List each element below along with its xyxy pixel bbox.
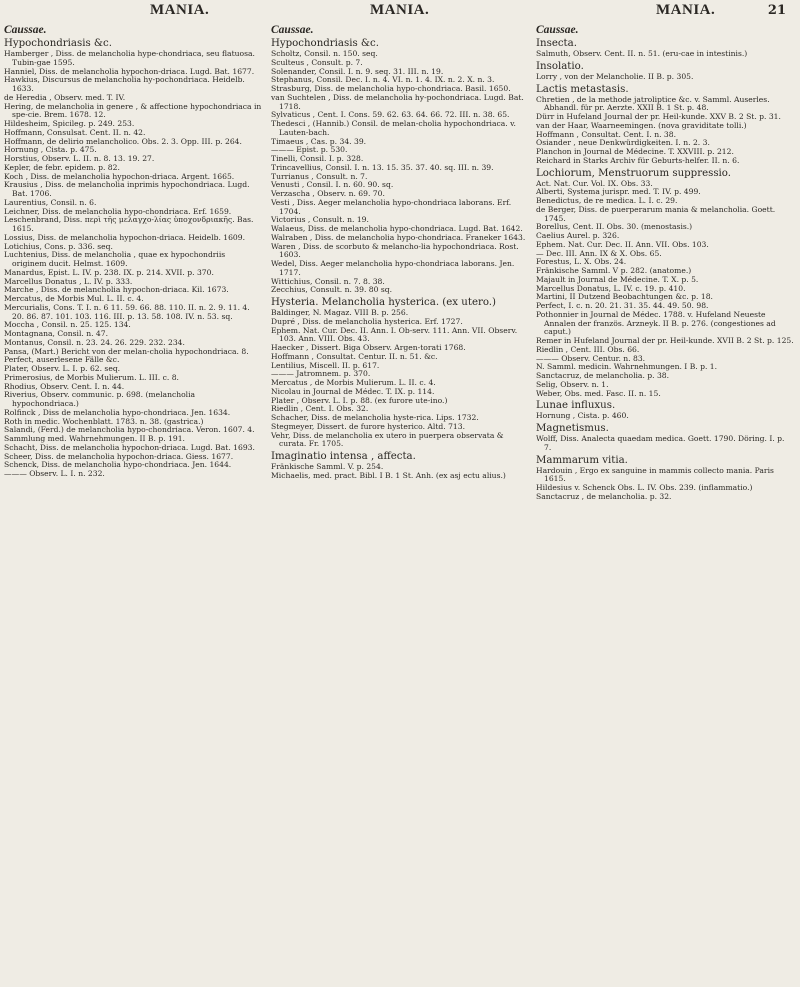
bibliography-entry: Caelius Aurel. p. 326.: [536, 231, 620, 240]
entry-list: [536, 467, 794, 502]
bibliography-entry: Trincavellius, Consil. I. n. 13. 15. 35. 37. 40. sq. III. n. 39.: [271, 162, 494, 172]
bibliography-entry: Dürr in Hufeland Journal der pr. Heil-kunde. XXV B. 2 St. p. 31.: [536, 112, 781, 121]
bibliography-entry: de Berger, Diss. de puerperarum mania & melancholia. Goett. 1745.: [536, 204, 776, 223]
bibliography-entry: Rhodius, Observ. Cent. I. n. 44.: [4, 381, 125, 391]
bibliography-entry: de Heredia , Observ. med. T. IV.: [4, 92, 126, 102]
bibliography-entry: Lotichius, Cons. p. 336. seq.: [4, 241, 113, 251]
bibliography-entry: Wittichius, Consil. n. 7. 8. 38.: [271, 276, 385, 286]
bibliography-entry: Majault in Journal de Médecine. T. X. p. 5.: [536, 274, 699, 284]
bibliography-entry: Sylvaticus , Cent. I. Cons. 59. 62. 63. 64. 66. 72. III. n. 38. 65.: [271, 110, 510, 120]
bibliography-entry: Hoffmann , Consultat. Cent. I. n. 38.: [536, 129, 676, 139]
bibliography-entry: Hornung , Cista. p. 460.: [536, 411, 629, 421]
bibliography-entry: Remer in Hufeland Journal der pr. Heil-kunde. XVII B. 2 St. p. 125.: [536, 336, 794, 345]
bibliography-entry: Weber, Obs. med. Fasc. II. n. 15.: [536, 388, 661, 398]
bibliography-entry: Hardouin , Ergo ex sanguine in mammis collecto mania. Paris 1615.: [536, 465, 774, 484]
bibliography-entry: Salandi, (Ferd.) de melancholia hypo-chondriaca. Veron. 1607. 4.: [4, 425, 255, 435]
bibliography-entry: Riedlin , Cent. III. Obs. 66.: [536, 344, 640, 354]
bibliography-entry: Roth in medic. Wochenblatt. 1783. n. 38. (gastrica.): [4, 416, 204, 426]
bibliography-entry: Mercurialis, Cons. T. I. n. 6 11. 59. 66. 88. 110. II. n. 2. 9. 11. 4. 20. 86. 87. 101. 103. 116. III. p. 13. 58. 108. IV. n. 53. sq.: [4, 302, 250, 321]
bibliography-entry: Leichner, Diss. de melancholia hypo-chondriaca. Erf. 1659.: [4, 206, 232, 216]
bibliography-entry: Ephem. Nat. Cur. Dec. II. Ann. VII. Obs. 103.: [536, 239, 709, 249]
bibliography-entry: Michaelis, med. pract. Bibl. I B. 1 St. Anh. (ex asj ectu alius.): [271, 470, 506, 480]
bibliography-entry: Nicolau in Journal de Médec. T. IX. p. 114.: [271, 386, 435, 396]
entry-list: [271, 50, 529, 295]
subject-heading: Hypochondriasis &c.: [271, 38, 379, 49]
bibliography-entry: Marche , Diss. de melancholia hypochon-driaca. Kil. 1673.: [4, 285, 229, 295]
bibliography-entry: Marcellus Donatus, L. IV. c. 19. p. 410.: [536, 283, 686, 293]
column-3: [536, 22, 794, 502]
bibliography-entry: Montagnana, Consil. n. 47.: [4, 329, 108, 338]
bibliography-entry: van der Haar, Waarneemingen. (nova graviditate tolli.): [536, 120, 747, 130]
section-label: Caussae.: [536, 24, 579, 36]
entry-list: [271, 309, 529, 449]
entry-list: [536, 435, 794, 453]
bibliography-entry: Sanctacruz , de melancholia. p. 32.: [536, 491, 672, 501]
running-header: [0, 0, 800, 22]
bibliography-entry: Tinelli, Consil. I. p. 328.: [271, 154, 364, 163]
bibliography-entry: Hanniel, Diss. de melancholia hypochon-driaca. Lugd. Bat. 1677.: [4, 66, 255, 76]
bibliography-entry: Borellus, Cent. II. Obs. 30. (menostasis.): [536, 222, 693, 232]
bibliography-entry: Forestus, L. X. Obs. 24.: [536, 257, 627, 267]
subject-heading: Lactis metastasis.: [536, 83, 629, 95]
bibliography-entry: Salmuth, Observ. Cent. II. n. 51. (eru-cae in intestinis.): [536, 49, 748, 58]
bibliography-entry: Turrianus , Consult. n. 7.: [271, 171, 368, 181]
entry-list: [536, 180, 794, 399]
bibliography-entry: Dupré , Diss. de melancholia hysterica. Erf. 1727.: [271, 316, 463, 326]
bibliography-entry: Riverius, Observ. communic. p. 698. (melancholia hypochondriaca.): [4, 390, 196, 408]
bibliography-entry: Stephanus, Consil. Dec. I. n. 4. VI. n. 1. 4. IX. n. 2. X. n. 3.: [271, 75, 495, 85]
bibliography-entry: Walraben , Diss. de melancholia hypo-chondriaca. Franeker 1643.: [271, 232, 526, 242]
bibliography-entry: Perfect, I. c. n. 20. 21. 31. 35. 44. 49. 50. 98.: [536, 301, 709, 310]
bibliography-entry: Alberti, Systema jurispr. med. T. IV. p. 499.: [536, 187, 701, 197]
bibliography-entry: Benedictus, de re medica. L. I. c. 29.: [536, 196, 678, 205]
bibliography-entry: Pansa, (Mart.) Bericht von der melan-cholia hypochondriaca. 8.: [4, 346, 249, 356]
bibliography-entry: ——— Jatromnem. p. 370.: [271, 369, 371, 379]
bibliography-entry: Hildesius v. Schenck Obs. L. IV. Obs. 239. (inflammatio.): [536, 483, 753, 492]
bibliography-entry: Schenck, Diss. de melancholia hypo-chondriaca. Jen. 1644.: [4, 460, 232, 470]
page-number: 21: [767, 3, 786, 18]
bibliography-entry: Luchtenius, Diss. de melancholia , quae ex hypochondriis originem ducit. Helmst. 1609.: [4, 250, 226, 268]
subject-heading: Imaginatio intensa , affecta.: [271, 451, 416, 462]
bibliography-entry: Krausius , Diss. de melancholia inprimis hypochondriaca. Lugd. Bat. 1706.: [4, 180, 250, 198]
bibliography-entry: Hamberger , Diss. de melancholia hype-chondriaca, seu flatuosa. Tubin-gae 1595.: [4, 49, 255, 67]
bibliography-entry: Sanctacruz, de melancholia. p. 38.: [536, 371, 670, 380]
bibliography-entry: Laurentius, Consil. n. 6.: [4, 197, 97, 207]
subject-heading: Magnetismus.: [536, 423, 609, 434]
bibliography-entry: Lorry , von der Melancholie. II B. p. 305.: [536, 71, 694, 81]
bibliography-entry: Manardus, Epist. L. IV. p. 238. IX. p. 214. XVII. p. 370.: [4, 267, 214, 277]
bibliography-entry: Horstius, Observ. L. II. n. 8. 13. 19. 27.: [4, 154, 155, 163]
bibliography-entry: Leschenbrand, Diss. περὶ τῆς μελαγχο-λίας ὑποχονδριακῆς. Bas. 1615.: [4, 215, 254, 233]
bibliography-entry: Schacher, Diss. de melancholia hyste-rica. Lips. 1732.: [271, 413, 479, 422]
running-head-left: MANIA.: [150, 2, 210, 18]
bibliography-entry: Wedel, Diss. Aeger melancholia hypo-chondriaca laborans. Jen. 1717.: [271, 259, 515, 277]
bibliography-entry: Fränkische Samml. V p. 282. (anatome.): [536, 266, 692, 275]
bibliography-entry: Act. Nat. Cur. Vol. IX. Obs. 33.: [536, 178, 653, 188]
bibliography-entry: Pothonnier in Journal de Médec. 1788. v. Hufeland Neueste Annalen der französ. Arzneyk. II B. p. 276. (congestiones ad caput.): [536, 309, 776, 337]
bibliography-entry: Sculteus , Consult. p. 7.: [271, 57, 363, 67]
bibliography-entry: Marcellus Donatus , L. IV. p. 333.: [4, 276, 133, 286]
bibliography-entry: ——— Epist. p. 530.: [271, 145, 348, 155]
bibliography-entry: Ephem. Nat. Cur. Dec. II. Ann. I. Ob-serv. 111. Ann. VII. Observ. 103. Ann. VIII. Obs. 43.: [271, 325, 518, 344]
bibliography-entry: Hawkius, Discursus de melancholia hy-pochondriaca. Heidelb. 1633.: [4, 75, 245, 93]
bibliography-entry: van Suchtelen , Diss. de melancholia hy-pochondriaca. Lugd. Bat. 1718.: [271, 92, 524, 111]
bibliography-entry: Reichard in Starks Archiv für Geburts-helfer. II. n. 6.: [536, 155, 740, 165]
bibliography-entry: Plater, Observ. L. I. p. 62. seq.: [4, 364, 121, 373]
bibliography-entry: N. Samml. medicin. Wahrnehmungen. I B. p. 1.: [536, 362, 718, 372]
entry-list: [536, 96, 794, 166]
bibliography-entry: ——— Observ. Centur. n. 83.: [536, 353, 646, 363]
bibliography-entry: Hoffmann, de delirio melancholico. Obs. 2. 3. Opp. III. p. 264.: [4, 136, 242, 146]
bibliography-entry: Vesti , Diss. Aeger melancholia hypo-chondriaca laborans. Erf. 1704.: [271, 197, 512, 216]
subject-heading: Hypochondriasis &c.: [4, 38, 112, 49]
entry-list: [4, 50, 262, 479]
bibliography-entry: Osiander , neue Denkwürdigkeiten. I. n. 2. 3.: [536, 138, 710, 148]
section-label: Caussae.: [271, 24, 314, 36]
subject-heading: Insecta.: [536, 38, 577, 49]
subject-heading: Insolatio.: [536, 60, 584, 72]
entry-list: [271, 463, 529, 481]
bibliography-entry: Koch , Diss. de melancholia hypochon-driaca. Argent. 1665.: [4, 171, 235, 181]
bibliography-entry: Scheer, Diss. de melancholia hypochon-driaca. Giess. 1677.: [4, 451, 234, 461]
subject-heading: Lochiorum, Menstruorum suppressio.: [536, 167, 731, 179]
bibliography-entry: Martini, II Dutzend Beobachtungen &c. p. 18.: [536, 292, 713, 302]
bibliography-entry: Solenander, Consil. I. n. 9. seq. 31. III. n. 19.: [271, 66, 444, 76]
bibliography-entry: Perfect, auserlesene Fälle &c.: [4, 355, 120, 365]
bibliography-entry: Zecchius, Consult. n. 39. 80 sq.: [271, 285, 393, 295]
bibliography-entry: Timaeus , Cas. p. 34. 39.: [271, 136, 367, 146]
bibliography-entry: Chretien , de la methode jatroliptice &c. v. Samml. Auserles. Abhandl. für pr. Aerzte. XXII B. 1 St. p. 48.: [536, 94, 770, 113]
entry-list: [536, 412, 794, 421]
column-2: [271, 22, 529, 481]
bibliography-entry: Strasburg, Diss. de melancholia hypo-chondriaca. Basil. 1650.: [271, 84, 511, 93]
bibliography-entry: Lossius, Diss. de melancholia hypochon-driaca. Heidelb. 1609.: [4, 232, 246, 242]
subject-heading: Lunae influxus.: [536, 400, 616, 412]
bibliography-entry: ——— Observ. L. I. n. 232.: [4, 469, 105, 478]
entry-list: [536, 50, 794, 59]
bibliography-entry: Vehr, Diss. de melancholia ex utero in puerpera observata & curata. Fr. 1705.: [271, 430, 504, 449]
subject-heading: Hysteria. Melancholia hysterica. (ex utero.): [271, 297, 497, 308]
running-head-right: MANIA.: [656, 2, 716, 18]
bibliography-entry: Hoffmann , Consultat. Centur. II. n. 51. &c.: [271, 351, 438, 361]
bibliography-entry: Montanus, Consil. n. 23. 24. 26. 229. 232. 234.: [4, 337, 185, 347]
bibliography-entry: Hoffmann, Consulsat. Cent. II. n. 42.: [4, 127, 146, 137]
bibliography-entry: Moccha , Consil. n. 25. 125. 134.: [4, 320, 131, 330]
bibliography-entry: Verzascha , Observ. n. 69. 70.: [271, 189, 385, 198]
bibliography-entry: Selig, Observ. n. 1.: [536, 379, 609, 389]
running-head-center: MANIA.: [370, 2, 430, 18]
bibliography-entry: Stegmeyer, Dissert. de furore hysterico. Altd. 713.: [271, 421, 465, 431]
bibliography-entry: Walaeus, Diss. de melancholia hypo-chondriaca. Lugd. Bat. 1642.: [271, 224, 523, 233]
bibliography-entry: Sammlung med. Wahrnehmungen. II B. p. 191.: [4, 434, 185, 443]
bibliography-entry: Waren , Diss. de scorbuto & melancho-lia hypochondriaca. Rost. 1603.: [271, 241, 519, 260]
bibliography-entry: Lentilius, Miscell. II. p. 617.: [271, 360, 380, 370]
bibliography-entry: Hornung , Cista. p. 475.: [4, 145, 97, 155]
entry-list: [536, 73, 794, 82]
bibliography-entry: Planchon in Journal de Médecine. T. XXVIII. p. 212.: [536, 147, 734, 156]
subject-heading: Mammarum vitia.: [536, 454, 628, 466]
bibliography-entry: Mercatus , de Morbis Mulierum. L. II. c. 4.: [271, 378, 436, 387]
bibliography-entry: Wolff, Diss. Analecta quaedam medica. Goett. 1790. Döring. I. p. 7.: [536, 434, 785, 452]
bibliography-entry: Schacht, Diss. de melancholia hypochon-driaca. Lugd. Bat. 1693.: [4, 442, 255, 452]
bibliography-entry: — Dec. III. Ann. IX & X. Obs. 65.: [536, 248, 662, 258]
bibliography-entry: Scholtz, Consil. n. 150. seq.: [271, 49, 378, 58]
bibliography-entry: Primerosius, de Morbis Mulierum. L. III. c. 8.: [4, 372, 179, 382]
bibliography-entry: Thedesci , (Hannib.) Consil. de melan-cholia hypochondriaca. v. Lauten-bach.: [271, 119, 516, 137]
column-1: [4, 22, 262, 479]
bibliography-entry: Kepler, de febr. epidem. p. 82.: [4, 162, 120, 172]
bibliography-entry: Haecker , Dissert. Biga Observ. Argen-torati 1768.: [271, 343, 466, 352]
bibliography-entry: Hildesheim, Spicileg. p. 249. 253.: [4, 119, 135, 128]
bibliography-entry: Fränkische Samml. V. p. 254.: [271, 462, 384, 471]
bibliography-entry: Venusti , Consil. I. n. 60. 90. sq.: [271, 180, 394, 190]
bibliography-entry: Rolfinck , Diss de melancholia hypo-chondriaca. Jen. 1634.: [4, 407, 231, 417]
bibliography-entry: Riedlin , Cent. I. Obs. 32.: [271, 404, 369, 414]
bibliography-entry: Victorius , Consult. n. 19.: [271, 215, 369, 225]
section-label: Caussae.: [4, 24, 47, 36]
bibliography-entry: Mercatus, de Morbis Mul. L. II. c. 4.: [4, 294, 144, 303]
bibliography-entry: Hering, de melancholia in genere , & affectione hypochondriaca in spe-cie. Brem. 1678. 12.: [4, 101, 262, 120]
bibliography-entry: Plater , Observ. L. I. p. 88. (ex furore ute-ino.): [271, 395, 448, 405]
bibliography-entry: Baldinger, N. Magaz. VIII B. p. 256.: [271, 308, 409, 317]
